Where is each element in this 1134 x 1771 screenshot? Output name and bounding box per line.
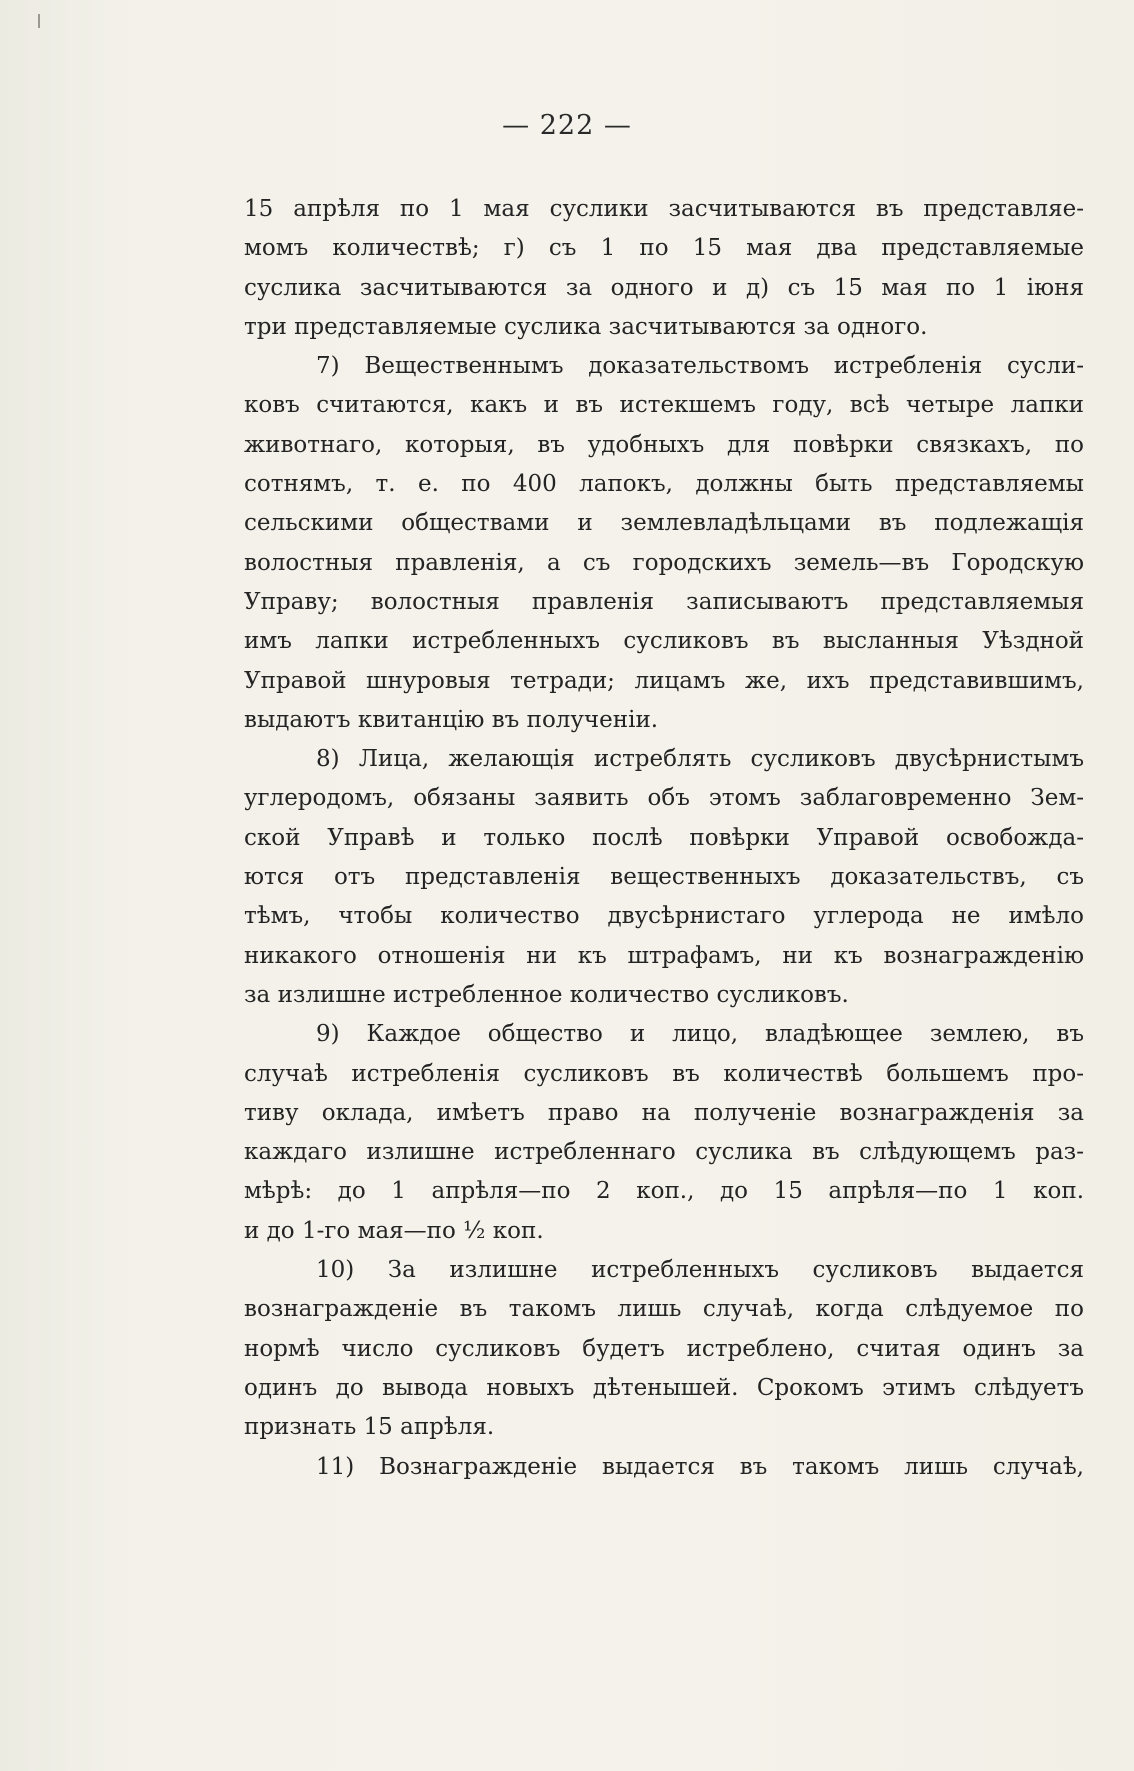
text-line: 8) Лица, желающія истреблять сусликовъ двусѣрнистымъ xyxy=(316,746,1084,773)
text-line: выдаютъ квитанцію въ полученіи. xyxy=(244,706,659,733)
body-text xyxy=(244,190,1084,1487)
text-line: за излишне истребленное количество сусликовъ. xyxy=(244,981,849,1008)
text-line: 10) За излишне истребленныхъ сусликовъ выдается xyxy=(316,1257,1084,1284)
text-line: сотнямъ, т. е. по 400 лапокъ, должны быть представляемы xyxy=(244,471,1084,498)
text-line: тиву оклада, имѣетъ право на полученіе вознагражденія за xyxy=(244,1099,1084,1126)
text-line: ковъ считаются, какъ и въ истекшемъ году, всѣ четыре лапки xyxy=(244,392,1084,419)
text-line: вознагражденіе въ такомъ лишь случаѣ, когда слѣдуемое по xyxy=(244,1296,1084,1323)
page-edge-mark xyxy=(38,14,40,28)
text-line: Управу; волостныя правленія записываютъ представляемыя xyxy=(244,588,1084,615)
text-line: Управой шнуровыя тетради; лицамъ же, ихъ представившимъ, xyxy=(244,667,1084,694)
text-line: суслика засчитываются за одного и д) съ 15 мая по 1 іюня xyxy=(244,274,1084,301)
text-line: 11) Вознагражденіе выдается въ такомъ лишь случаѣ, xyxy=(316,1453,1084,1480)
text-line: имъ лапки истребленныхъ сусликовъ въ высланныя Уѣздной xyxy=(244,628,1084,655)
text-line: 7) Вещественнымъ доказательствомъ истребленія сусли- xyxy=(316,353,1084,380)
text-line: и до 1-го мая—по ½ коп. xyxy=(244,1217,544,1244)
text-line: три представляемые суслика засчитываются за одного. xyxy=(244,313,928,340)
text-line: нормѣ число сусликовъ будетъ истреблено, считая одинъ за xyxy=(244,1335,1084,1362)
text-line: ются отъ представленія вещественныхъ доказательствъ, съ xyxy=(244,864,1084,891)
text-line: сельскими обществами и землевладѣльцами въ подлежащія xyxy=(244,510,1084,537)
text-line: углеродомъ, обязаны заявить объ этомъ заблаговременно Зем- xyxy=(244,785,1084,812)
text-line: волостныя правленія, а съ городскихъ земель—въ Городскую xyxy=(244,549,1084,576)
text-line: момъ количествѣ; г) съ 1 по 15 мая два представляемые xyxy=(244,235,1084,262)
page-number: — 222 — xyxy=(502,110,632,141)
text-line: тѣмъ, чтобы количество двусѣрнистаго углерода не имѣло xyxy=(244,903,1084,930)
text-line: мѣрѣ: до 1 апрѣля—по 2 коп., до 15 апрѣля—по 1 коп. xyxy=(244,1178,1084,1205)
text-line: одинъ до вывода новыхъ дѣтенышей. Срокомъ этимъ слѣдуетъ xyxy=(244,1374,1084,1401)
text-line: случаѣ истребленія сусликовъ въ количествѣ большемъ про- xyxy=(244,1060,1084,1087)
text-line: 15 апрѣля по 1 мая суслики засчитываются въ представляе- xyxy=(244,196,1084,222)
text-line: никакого отношенія ни къ штрафамъ, ни къ вознагражденію xyxy=(244,942,1084,969)
text-line: признать 15 апрѣля. xyxy=(244,1414,495,1441)
text-line: 9) Каждое общество и лицо, владѣющее землею, въ xyxy=(316,1021,1084,1048)
text-line: ской Управѣ и только послѣ повѣрки Управой освобожда- xyxy=(244,824,1084,851)
text-line: каждаго излишне истребленнаго суслика въ слѣдующемъ раз- xyxy=(244,1139,1084,1166)
text-line: животнаго, которыя, въ удобныхъ для повѣрки связкахъ, по xyxy=(244,431,1084,458)
